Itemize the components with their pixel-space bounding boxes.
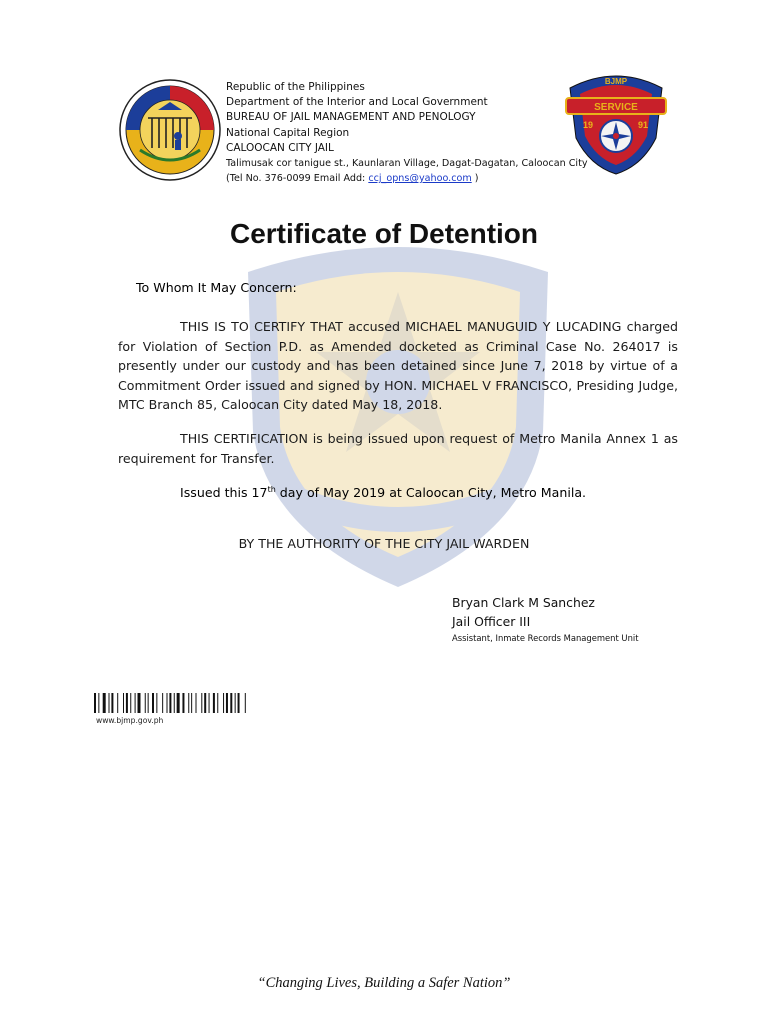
signatory-unit: Assistant, Inmate Records Management Unit: [452, 633, 639, 643]
signatory-name: Bryan Clark M Sanchez: [452, 595, 595, 610]
bureau-line: BUREAU OF JAIL MANAGEMENT AND PENOLOGY: [226, 111, 476, 124]
salutation: To Whom It May Concern:: [136, 280, 297, 295]
badge-top-text: BJMP: [604, 77, 628, 86]
badge-year-right: 91: [638, 120, 649, 130]
bjmp-seal-logo: [118, 78, 222, 182]
region-line: National Capital Region: [226, 126, 350, 139]
email-link[interactable]: ccj_opns@yahoo.com: [368, 173, 472, 185]
jail-name-line: CALOOCAN CITY JAIL: [226, 141, 334, 154]
issued-prefix: Issued this 17: [180, 485, 268, 500]
footer-motto: “Changing Lives, Building a Safer Nation”: [257, 975, 511, 991]
issued-ordinal: th: [267, 485, 276, 494]
contact-suffix: ): [471, 173, 479, 185]
barcode-image: [94, 693, 304, 713]
signatory-position: Jail Officer III: [452, 614, 531, 629]
address-line: Talimusak cor tanigue st., Kaunlaran Village, Dagat-Dagatan, Caloocan City: [226, 158, 588, 170]
authority-line: BY THE AUTHORITY OF THE CITY JAIL WARDEN: [238, 536, 530, 551]
bjmp-service-badge-logo: [556, 68, 676, 176]
service-ribbon-text: SERVICE: [594, 102, 638, 113]
contact-prefix: (Tel No. 376-0099 Email Add:: [226, 173, 369, 185]
signatory-block: [452, 593, 639, 644]
department-line: Department of the Interior and Local Government: [226, 96, 488, 109]
badge-year-left: 19: [583, 120, 594, 130]
republic-line: Republic of the Philippines: [226, 81, 365, 93]
issued-suffix: day of May 2019 at Caloocan City, Metro Manila.: [275, 485, 587, 500]
contact-line: [226, 171, 588, 186]
certification-paragraph: THIS IS TO CERTIFY THAT accused MICHAEL MANUGUID Y LUCADING charged for Violation of Section P.D. as Amended docketed as Criminal Case No. 264017 is presently under our custody and has been detained since June 7, 2018 by virtue of a Commitment Order issued and signed by HON. MICHAEL V FRANCISCO, Presiding Judge, MTC Branch 85, Caloocan City dated May 18, 2018.: [118, 319, 678, 413]
letterhead: [226, 80, 588, 186]
document-title: Certificate of Detention: [229, 218, 539, 249]
purpose-paragraph: THIS CERTIFICATION is being issued upon request of Metro Manila Annex 1 as requirement for Transfer.: [118, 431, 678, 466]
website-text: www.bjmp.gov.ph: [96, 716, 164, 725]
issued-date-line: [180, 485, 586, 500]
